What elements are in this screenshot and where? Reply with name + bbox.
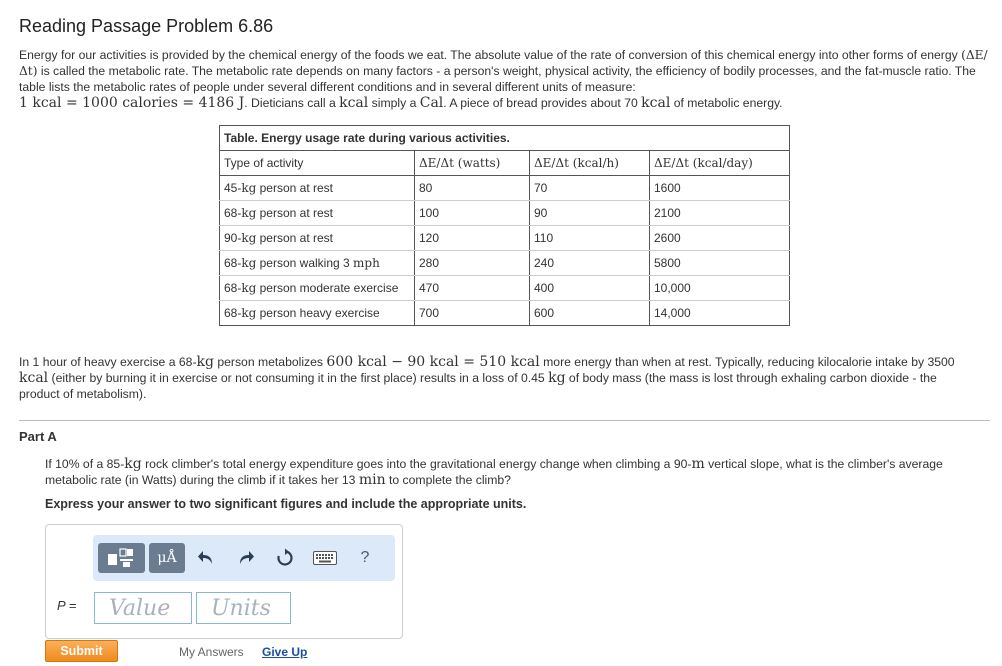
- units-symbols-label: μÅ: [157, 550, 177, 566]
- table-cell: 470: [415, 276, 530, 301]
- body-text: In 1 hour of heavy exercise a 68-: [19, 355, 197, 369]
- reset-button[interactable]: [273, 543, 297, 573]
- body-text: person metabolizes: [213, 355, 327, 369]
- answer-box: [45, 524, 403, 639]
- help-button[interactable]: [355, 543, 375, 573]
- table-cell: 1600: [650, 176, 790, 201]
- undo-button[interactable]: [195, 543, 219, 573]
- table-cell: 10,000: [650, 276, 790, 301]
- table-header: ΔE/Δt (kcal/day): [650, 151, 790, 176]
- table-header: ΔE/Δt (watts): [415, 151, 530, 176]
- units-symbols-button[interactable]: [149, 543, 185, 573]
- table-cell: 80: [415, 176, 530, 201]
- intro-text: of metabolic energy.: [670, 96, 783, 110]
- give-up-link[interactable]: Give Up: [262, 645, 308, 659]
- table-cell: 14,000: [650, 301, 790, 326]
- help-icon: ?: [360, 549, 370, 566]
- table-cell: 100: [415, 201, 530, 226]
- energy-table: [219, 125, 790, 326]
- intro-text: . Dieticians call a: [244, 96, 340, 110]
- table-cell: 70: [530, 176, 650, 201]
- table-cell: 240: [530, 251, 650, 276]
- body-text: of body mass (the mass is lost through exhaling carbon dioxide - the product of metabolism).: [19, 371, 937, 401]
- redo-icon: [235, 548, 255, 568]
- table-row: [220, 251, 790, 276]
- table-cell: 68-kg person walking 3 mph: [220, 251, 415, 276]
- table-row: [220, 276, 790, 301]
- table-cell: 68-kg person at rest: [220, 201, 415, 226]
- table-caption: Table. Energy usage rate during various activities.: [220, 126, 790, 151]
- table-cell: 700: [415, 301, 530, 326]
- table-cell: 90-kg person at rest: [220, 226, 415, 251]
- table-cell: 68-kg person heavy exercise: [220, 301, 415, 326]
- body-text: (either by burning it in exercise or not consuming it in the first place) results in a loss of 0.45: [48, 371, 549, 385]
- page-title: Reading Passage Problem 6.86: [19, 16, 274, 36]
- table-cell: 110: [530, 226, 650, 251]
- table-cell: 2600: [650, 226, 790, 251]
- table-cell: 68-kg person moderate exercise: [220, 276, 415, 301]
- math-expr: 600 kcal − 90 kcal = 510 kcal: [326, 354, 540, 370]
- redo-button[interactable]: [233, 543, 257, 573]
- table-row: [220, 176, 790, 201]
- variable-label: P =: [57, 598, 77, 613]
- table-cell: 2100: [650, 201, 790, 226]
- table-row: [220, 226, 790, 251]
- table-cell: 600: [530, 301, 650, 326]
- units-input[interactable]: Units: [196, 592, 291, 624]
- math-expr: 1 kcal = 1000 calories = 4186 J: [19, 95, 245, 111]
- intro-text: Energy for our activities is provided by the chemical energy of the foods we eat. The absolute value of the rate of conversion of this chemical energy into other forms of energy: [19, 48, 962, 62]
- body-text: more energy than when at rest. Typically, reducing kilocalorie intake by 3500: [539, 355, 955, 369]
- table-cell: 90: [530, 201, 650, 226]
- table-header: Type of activity: [220, 151, 415, 176]
- my-answers-label: My Answers: [179, 645, 244, 659]
- math-toolbar: [93, 535, 395, 581]
- math-expr: kg: [196, 354, 214, 370]
- math-expr: (ΔE/Δt): [19, 48, 988, 78]
- table-header: ΔE/Δt (kcal/h): [530, 151, 650, 176]
- answer-instruction: Express your answer to two significant figures and include the appropriate units.: [45, 497, 527, 511]
- table-cell: 45-kg person at rest: [220, 176, 415, 201]
- section-divider: [19, 420, 990, 421]
- submit-button[interactable]: Submit: [45, 640, 118, 662]
- reset-icon: [275, 548, 295, 568]
- table-row: [220, 201, 790, 226]
- math-expr: kcal: [19, 370, 49, 386]
- question-text: If 10% of a 85-kg rock climber's total energy expenditure goes into the gravitational energy change when climbing a 90-m vertical slope, what is the climber's average metabolic rate (in Watts) during the climb if it takes her 13 min to complete the climb?: [45, 456, 943, 488]
- intro-text: simply a: [368, 96, 420, 110]
- math-expr: kcal: [641, 95, 671, 111]
- templates-button[interactable]: [98, 543, 145, 573]
- table-cell: 5800: [650, 251, 790, 276]
- table-cell: 400: [530, 276, 650, 301]
- intro-text: . A piece of bread provides about 70: [443, 96, 642, 110]
- table-cell: 280: [415, 251, 530, 276]
- value-input[interactable]: Value: [94, 592, 192, 624]
- math-expr: kg: [548, 370, 566, 386]
- math-expr: kcal: [339, 95, 369, 111]
- intro-text: is called the metabolic rate. The metabolic rate depends on many factors - a person's weight, physical activity, the efficiency of bodily processes, and the fat-muscle ratio. The table lists the metabolic rates of people under several different conditions and in several different units of measure:: [19, 64, 976, 94]
- undo-icon: [197, 548, 217, 568]
- table-cell: 120: [415, 226, 530, 251]
- keyboard-icon: [313, 551, 337, 565]
- intro-paragraph: [19, 47, 994, 111]
- followup-paragraph: [19, 354, 979, 402]
- part-label: Part A: [19, 429, 57, 444]
- keyboard-button[interactable]: [311, 543, 339, 573]
- templates-icon: [105, 547, 139, 569]
- table-row: [220, 301, 790, 326]
- math-expr: Cal: [419, 95, 444, 111]
